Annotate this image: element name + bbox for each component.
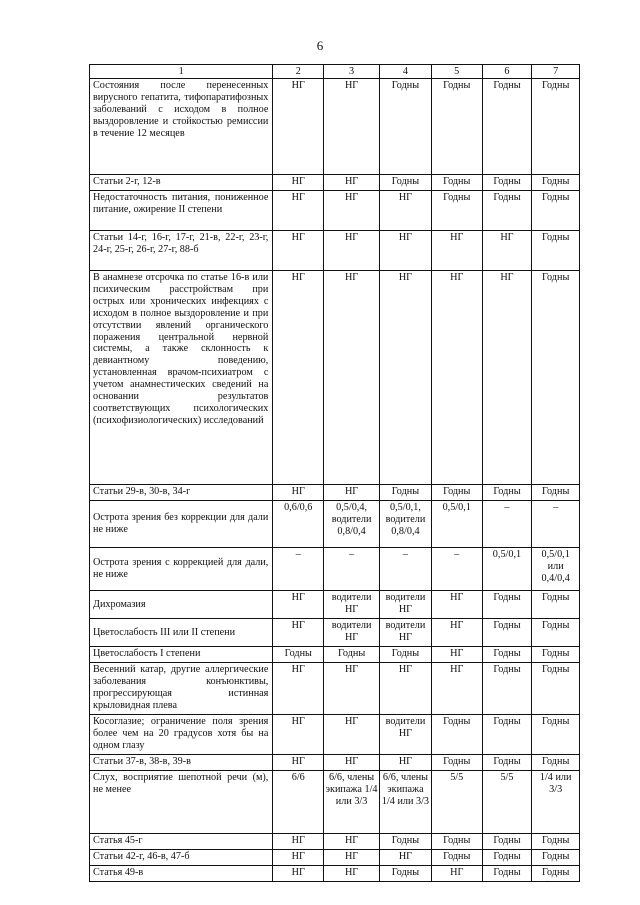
row-value: Годны	[431, 79, 482, 175]
row-value: НГ	[273, 834, 324, 850]
row-value: НГ	[273, 591, 324, 619]
row-value: НГ	[324, 231, 380, 271]
row-description: Статьи 42-г, 46-в, 47-б	[90, 850, 273, 866]
row-value: Годны	[532, 647, 580, 663]
row-value: НГ	[324, 755, 380, 771]
row-value: 1/4 или 3/3	[532, 771, 580, 834]
row-value: НГ	[324, 175, 380, 191]
row-value: НГ	[324, 271, 380, 485]
row-value: НГ	[273, 619, 324, 647]
table-row	[90, 866, 580, 882]
row-value: Годны	[532, 850, 580, 866]
row-value: 6/6, члены экипажа 1/4 или 3/3	[380, 771, 432, 834]
row-value: Годны	[482, 647, 532, 663]
row-value: НГ	[431, 647, 482, 663]
row-value: Годны	[482, 485, 532, 501]
row-value: НГ	[273, 175, 324, 191]
row-value: 5/5	[431, 771, 482, 834]
row-value: Годны	[482, 619, 532, 647]
table-row	[90, 715, 580, 755]
row-value: НГ	[324, 715, 380, 755]
row-value: водители НГ	[380, 619, 432, 647]
row-value: НГ	[431, 591, 482, 619]
row-description: Дихромазия	[90, 591, 273, 619]
row-description: Весенний катар, другие аллергические заболевания конъюнктивы, прогрессирующая истинная крыловидная плева	[90, 663, 273, 715]
table-row	[90, 175, 580, 191]
table-row	[90, 191, 580, 231]
row-value: Годны	[380, 834, 432, 850]
row-value: Годны	[324, 647, 380, 663]
row-value: Годны	[431, 485, 482, 501]
scan-mark: ·	[546, 862, 548, 868]
row-value: Годны	[380, 79, 432, 175]
row-value: Годны	[482, 591, 532, 619]
row-value: –	[482, 501, 532, 548]
row-value: НГ	[273, 663, 324, 715]
row-description: Косоглазие; ограничение поля зрения более чем на 20 градусов хотя бы на одном глазу	[90, 715, 273, 755]
row-value: 0,5/0,1	[482, 548, 532, 591]
row-value: НГ	[431, 866, 482, 882]
row-value: Годны	[482, 175, 532, 191]
row-description: Статьи 29-в, 30-в, 34-г	[90, 485, 273, 501]
row-value: Годны	[482, 191, 532, 231]
row-value: Годны	[532, 191, 580, 231]
row-value: Годны	[482, 663, 532, 715]
row-value: Годны	[532, 715, 580, 755]
row-value: НГ	[431, 271, 482, 485]
row-value: НГ	[380, 271, 432, 485]
table-row	[90, 647, 580, 663]
row-value: НГ	[482, 231, 532, 271]
column-header: 7	[532, 65, 580, 79]
row-description: Острота зрения с коррекцией для дали, не ниже	[90, 548, 273, 591]
row-description: Острота зрения без коррекции для дали не ниже	[90, 501, 273, 548]
row-value: Годны	[482, 715, 532, 755]
row-description: Статьи 2-г, 12-в	[90, 175, 273, 191]
row-value: Годны	[482, 850, 532, 866]
row-value: Годны	[380, 485, 432, 501]
table-row	[90, 271, 580, 485]
row-value: Годны	[431, 191, 482, 231]
row-value: Годны	[482, 79, 532, 175]
row-value: 6/6	[273, 771, 324, 834]
row-value: Годны	[532, 834, 580, 850]
row-value: НГ	[380, 231, 432, 271]
row-value: 0,5/0,1 или 0,4/0,4	[532, 548, 580, 591]
table-row	[90, 850, 580, 866]
row-value: Годны	[532, 866, 580, 882]
row-value: НГ	[380, 663, 432, 715]
scan-mark: ·	[546, 878, 548, 884]
row-value: 0,5/0,1	[431, 501, 482, 548]
column-header: 6	[482, 65, 532, 79]
row-value: НГ	[380, 755, 432, 771]
column-header: 2	[273, 65, 324, 79]
column-header: 5	[431, 65, 482, 79]
row-value: НГ	[324, 866, 380, 882]
row-value: НГ	[324, 79, 380, 175]
table-row	[90, 755, 580, 771]
row-value: НГ	[273, 191, 324, 231]
row-value: 0,6/0,6	[273, 501, 324, 548]
row-value: НГ	[380, 191, 432, 231]
row-description: Статья 49-в	[90, 866, 273, 882]
column-header: 3	[324, 65, 380, 79]
row-value: НГ	[273, 850, 324, 866]
row-value: НГ	[273, 231, 324, 271]
row-value: Годны	[431, 850, 482, 866]
table-row	[90, 79, 580, 175]
table-row	[90, 663, 580, 715]
row-value: НГ	[273, 715, 324, 755]
row-value: водители НГ	[380, 591, 432, 619]
row-value: НГ	[273, 755, 324, 771]
row-description: Состояния после перенесенных вирусного гепатита, тифопаратифозных заболеваний с исходом в полное выздоровление и стойкостью ремиссии в течение 12 месяцев	[90, 79, 273, 175]
row-value: 5/5	[482, 771, 532, 834]
row-value: НГ	[482, 271, 532, 485]
row-value: Годны	[532, 619, 580, 647]
row-value: НГ	[273, 79, 324, 175]
row-value: –	[380, 548, 432, 591]
row-description: Цветослабость I степени	[90, 647, 273, 663]
row-value: Годны	[431, 175, 482, 191]
row-value: Годны	[532, 485, 580, 501]
row-value: НГ	[324, 834, 380, 850]
row-value: НГ	[273, 866, 324, 882]
row-value: Годны	[532, 663, 580, 715]
page-number: 6	[316, 38, 324, 53]
row-value: 0,5/0,4, водители 0,8/0,4	[324, 501, 380, 548]
row-value: Годны	[482, 755, 532, 771]
row-value: –	[431, 548, 482, 591]
row-value: НГ	[324, 485, 380, 501]
row-value: Годны	[380, 175, 432, 191]
row-value: НГ	[324, 191, 380, 231]
row-value: –	[532, 501, 580, 548]
row-value: водители НГ	[380, 715, 432, 755]
row-value: НГ	[431, 231, 482, 271]
row-value: НГ	[380, 850, 432, 866]
row-value: Годны	[532, 591, 580, 619]
row-value: Годны	[380, 866, 432, 882]
row-value: водители НГ	[324, 619, 380, 647]
row-value: Годны	[482, 834, 532, 850]
table-row	[90, 834, 580, 850]
row-value: Годны	[482, 866, 532, 882]
table-row	[90, 771, 580, 834]
row-value: Годны	[532, 755, 580, 771]
row-value: НГ	[324, 663, 380, 715]
row-value: Годны	[532, 175, 580, 191]
row-value: Годны	[532, 271, 580, 485]
row-value: НГ	[431, 663, 482, 715]
table-row	[90, 231, 580, 271]
row-value: Годны	[431, 834, 482, 850]
row-value: НГ	[431, 619, 482, 647]
row-value: 6/6, члены экипажа 1/4 или 3/3	[324, 771, 380, 834]
row-value: Годны	[273, 647, 324, 663]
row-value: НГ	[324, 850, 380, 866]
table-row	[90, 548, 580, 591]
column-header: 1	[90, 65, 273, 79]
row-value: Годны	[431, 755, 482, 771]
row-value: Годны	[431, 715, 482, 755]
table-row	[90, 591, 580, 619]
row-description: В анамнезе отсрочка по статье 16-в или психическим расстройствам при острых или хронических инфекциях с исходом в полное выздоровление и при отсутствии явлений органического поражения центральной нервной системы, а также склонность к девиантному поведению, установленная врачом-психиатром с учетом анамнестических сведений на основании результатов соответствующих психологических (психофизиологических) исследований	[90, 271, 273, 485]
table-row	[90, 501, 580, 548]
row-description: Недостаточность питания, пониженное питание, ожирение II степени	[90, 191, 273, 231]
row-description: Слух, восприятие шепотной речи (м), не менее	[90, 771, 273, 834]
row-value: Годны	[380, 647, 432, 663]
column-header: 4	[380, 65, 432, 79]
table-row	[90, 485, 580, 501]
row-value: водители НГ	[324, 591, 380, 619]
row-value: 0,5/0,1, водители 0,8/0,4	[380, 501, 432, 548]
row-value: НГ	[273, 485, 324, 501]
row-value: –	[324, 548, 380, 591]
row-description: Статьи 14-г, 16-г, 17-г, 21-в, 22-г, 23-г, 24-г, 25-г, 26-г, 27-г, 88-б	[90, 231, 273, 271]
row-value: –	[273, 548, 324, 591]
fitness-table	[89, 64, 580, 882]
header-row	[90, 65, 580, 79]
row-value: Годны	[532, 231, 580, 271]
table-row	[90, 619, 580, 647]
row-value: НГ	[273, 271, 324, 485]
row-description: Статьи 37-в, 38-в, 39-в	[90, 755, 273, 771]
row-description: Цветослабость III или II степени	[90, 619, 273, 647]
row-description: Статья 45-г	[90, 834, 273, 850]
row-value: Годны	[532, 79, 580, 175]
